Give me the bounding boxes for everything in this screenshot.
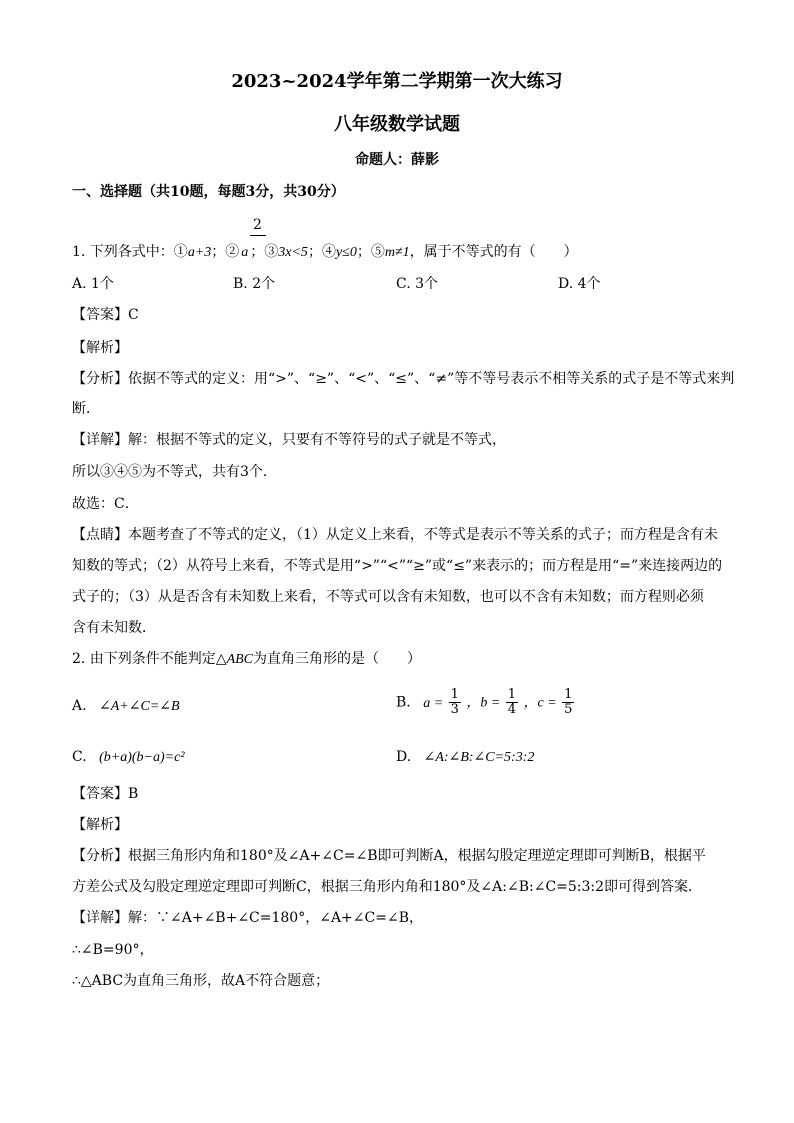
q2-option-b-c: ，c = bbox=[523, 695, 557, 711]
q1-circle-5: ⑤ bbox=[370, 244, 385, 260]
q1-option-d: D. 4个 bbox=[558, 276, 601, 292]
q1-dianjing-line-3: 式子的；（3）从是否含有未知数上来看，不等式可以含有未知数，也可以不含有未知数；而方程则必须 bbox=[72, 589, 704, 605]
q2-fenxi-line-2: 方差公式及勾股定理逆定理即可判断C，根据三角形内角和180°及∠A:∠B:∠C=5:3:2即可得到答案． bbox=[72, 879, 703, 895]
q2-answer: 【答案】B bbox=[72, 786, 139, 802]
q1-fenxi-line-2: 断． bbox=[72, 401, 100, 417]
q2-analysis-label: 【解析】 bbox=[72, 817, 128, 833]
q1-stem-pre: 1. 下列各式中：① bbox=[72, 244, 188, 260]
section-heading: 一、选择题（共10题，每题3分，共30分） bbox=[72, 184, 345, 200]
q2-option-b-b: ，b = bbox=[466, 695, 501, 711]
q1-option-a: A. 1个 bbox=[72, 276, 114, 292]
q2-frac-third: $\frac{1}{3}$ bbox=[450, 687, 459, 717]
q2-option-b bbox=[396, 688, 575, 717]
q1-xiangjie-line-2: 所以③④⑤为不等式，共有3个． bbox=[72, 464, 277, 480]
q1-sep: ； bbox=[307, 244, 322, 260]
q1-option-b: B. 2个 bbox=[233, 276, 276, 292]
q2-xiangjie-line-2: ∴∠B=90°， bbox=[72, 942, 154, 958]
q1-dianjing-line-4: 含有未知数． bbox=[72, 620, 156, 636]
q1-fraction-denominator: a bbox=[241, 245, 249, 260]
q2-option-a-label: A. bbox=[72, 698, 87, 714]
q1-fenxi-line-1: 【分析】依据不等式的定义：用“>”、“≥”、“<”、“≤”、“≠”等不等号表示不相等关系的式子是不等式来判 bbox=[72, 371, 735, 387]
q1-fraction-bar bbox=[250, 235, 266, 236]
q2-option-a-expr: ∠A+∠C=∠B bbox=[99, 699, 180, 714]
q2-option-c-expr: (b+a)(b−a)=c² bbox=[99, 750, 185, 765]
q2-option-d-expr: ∠A:∠B:∠C=5:3:2 bbox=[423, 750, 535, 765]
q1-expr-5: m≠1 bbox=[384, 245, 410, 260]
page-title: 2023~2024学年第二学期第一次大练习 bbox=[231, 71, 563, 92]
q1-sep: ； bbox=[250, 244, 265, 260]
q1-circle-4: ④ bbox=[321, 244, 336, 260]
page-subtitle: 八年级数学试题 bbox=[334, 114, 460, 135]
q2-option-d bbox=[396, 747, 534, 768]
q2-stem-post: 为直角三角形的是（ ） bbox=[253, 651, 422, 667]
q1-stem bbox=[72, 242, 578, 263]
q1-dianjing-line-1: 【点睛】本题考查了不等式的定义，（1）从定义上来看，不等式是表示不等关系的式子；而方程是含有未 bbox=[72, 527, 718, 543]
author-line: 命题人：薛影 bbox=[355, 152, 439, 168]
q1-sep: ； bbox=[211, 244, 226, 260]
q2-xiangjie-line-3: ∴△ABC为直角三角形，故A不符合题意； bbox=[72, 973, 330, 989]
q2-triangle: △ABC bbox=[215, 652, 254, 667]
q1-dianjing-line-2: 知数的等式；（2）从符号上来看，不等式是用“>”“<”“≥”或“≤”来表示的；而方程是用“=”来连接两边的 bbox=[72, 558, 723, 574]
q2-option-b-label: B. bbox=[396, 694, 411, 711]
q1-stem-post: ，属于不等式的有（ ） bbox=[409, 244, 578, 260]
q1-fraction-numerator: 2 bbox=[253, 217, 262, 233]
q2-frac-fifth: $\frac{1}{5}$ bbox=[564, 687, 573, 717]
q2-frac-quarter: $\frac{1}{4}$ bbox=[507, 687, 517, 717]
q2-xiangjie-line-1: 【详解】解：∵∠A+∠B+∠C=180°，∠A+∠C=∠B， bbox=[72, 910, 423, 926]
q1-circle-3: ③ bbox=[264, 244, 279, 260]
q2-fenxi-line-1: 【分析】根据三角形内角和180°及∠A+∠C=∠B即可判断A，根据勾股定理逆定理即可判断B，根据平 bbox=[72, 848, 706, 864]
q1-expr-1: a+3 bbox=[187, 245, 212, 260]
q2-stem-pre: 2. 由下列条件不能判定 bbox=[72, 651, 216, 667]
q2-option-b-a: a = bbox=[423, 695, 444, 711]
q1-expr-3: 3x<5 bbox=[278, 245, 308, 260]
q1-analysis-label: 【解析】 bbox=[72, 340, 128, 356]
q1-option-c: C. 3个 bbox=[396, 276, 439, 292]
q1-xiangjie-line-1: 【详解】解：根据不等式的定义，只要有不等符号的式子就是不等式， bbox=[72, 432, 506, 448]
q2-option-c bbox=[72, 747, 185, 768]
q1-answer: 【答案】C bbox=[72, 307, 139, 323]
q1-expr-4: y≤0 bbox=[335, 245, 357, 260]
q2-option-a bbox=[72, 696, 180, 717]
q1-circle-2: ② bbox=[225, 244, 240, 260]
q2-option-d-label: D. bbox=[396, 749, 412, 765]
q2-option-c-label: C. bbox=[72, 749, 87, 765]
q1-xiangjie-line-3: 故选：C． bbox=[72, 496, 139, 512]
q2-stem bbox=[72, 649, 421, 670]
q1-sep: ； bbox=[356, 244, 371, 260]
